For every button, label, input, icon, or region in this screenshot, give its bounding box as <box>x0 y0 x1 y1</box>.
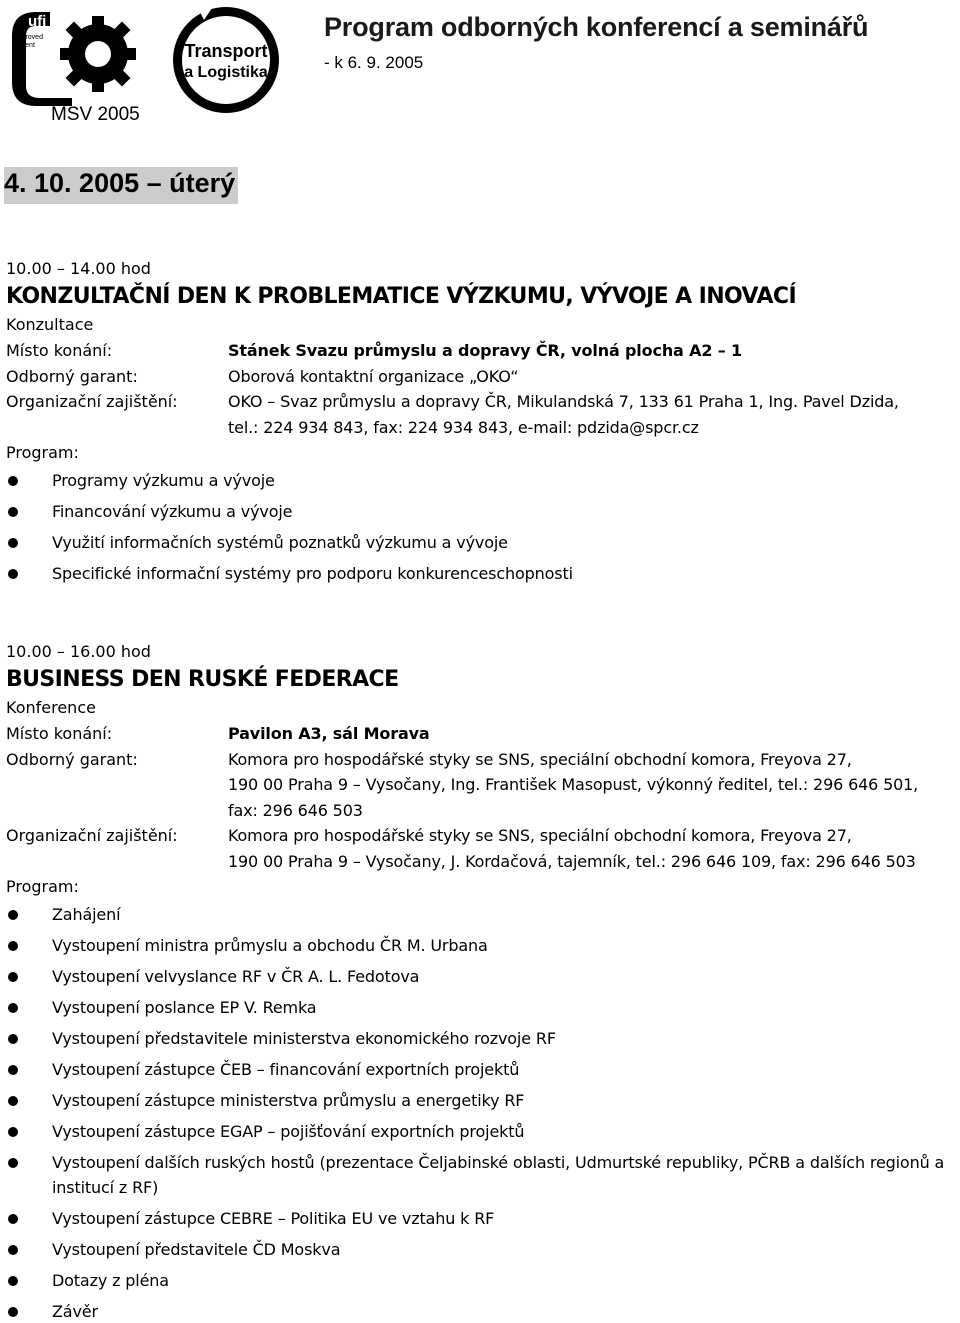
organizer-label: Organizační zajištění: <box>6 392 178 411</box>
transport-logistika-logo <box>168 2 284 118</box>
program-label: Program: <box>6 877 79 896</box>
bullet-icon <box>8 941 18 951</box>
bullet-icon <box>8 1034 18 1044</box>
list-item: Vystoupení dalších ruských hostů (prezentace Čeljabinské oblasti, Udmurtské republiky, PČRB a dalších regionů a institucí z RF) <box>6 1150 956 1200</box>
gear-icon <box>60 16 136 92</box>
list-item: Závěr <box>6 1299 956 1323</box>
bullet-icon <box>8 1065 18 1075</box>
bullet-icon <box>8 1307 18 1317</box>
bullet-icon <box>8 1214 18 1224</box>
venue-row <box>6 338 956 364</box>
venue-label: Místo konání: <box>6 341 113 360</box>
event-title: KONZULTAČNÍ DEN K PROBLEMATICE VÝZKUMU, VÝVOJE A INOVACÍ <box>6 284 797 309</box>
organizer-row <box>6 389 956 440</box>
list-item: Využití informačních systémů poznatků výzkumu a vývoje <box>6 530 956 555</box>
event-type: Konzultace <box>6 315 94 334</box>
ufi-approved-text: Approved <box>13 34 43 41</box>
guarantor-value: Oborová kontaktní organizace „OKO“ <box>228 366 519 386</box>
guarantor-value: Komora pro hospodářské styky se SNS, speciální obchodní komora, Freyova 27, 190 00 Praha 9 – Vysočany, Ing. František Masopust, výkonný ředitel, tel.: 296 646 501, fax: 296 646 503 <box>228 749 919 820</box>
event-section <box>6 639 956 1323</box>
event-title: BUSINESS DEN RUSKÉ FEDERACE <box>6 667 399 692</box>
list-item: Vystoupení představitele ČD Moskva <box>6 1237 956 1262</box>
list-item: Programy výzkumu a vývoje <box>6 468 956 493</box>
ufi-event-text: Event <box>17 42 35 49</box>
organizer-value: OKO – Svaz průmyslu a dopravy ČR, Mikulandská 7, 133 61 Praha 1, Ing. Pavel Dzida, tel.: 224 934 843, fax: 224 934 843, e-mail: pdzida@spcr.cz <box>228 392 899 437</box>
msv-text: MSV 2005 <box>51 104 140 122</box>
venue-value: Pavilon A3, sál Morava <box>228 724 430 743</box>
list-item: Zahájení <box>6 902 956 927</box>
guarantor-label: Odborný garant: <box>6 749 138 769</box>
bullet-icon <box>8 1276 18 1286</box>
list-item: Dotazy z pléna <box>6 1268 956 1293</box>
venue-value: Stánek Svazu průmyslu a dopravy ČR, volná plocha A2 – 1 <box>228 341 743 360</box>
list-item: Vystoupení velvyslance RF v ČR A. L. Fedotova <box>6 964 956 989</box>
logistika-text: a Logistika <box>184 64 268 81</box>
organizer-value: Komora pro hospodářské styky se SNS, speciální obchodní komora, Freyova 27, 190 00 Praha 9 – Vysočany, J. Kordačová, tajemník, tel.: 296 646 109, fax: 296 646 503 <box>228 826 916 871</box>
event-section <box>6 256 956 592</box>
guarantor-row <box>6 364 956 390</box>
bullet-icon <box>8 1003 18 1013</box>
program-list <box>6 902 956 1323</box>
organizer-row <box>6 823 956 874</box>
msv-ufi-logo <box>6 6 166 122</box>
page-title: Program odborných konferencí a seminářů <box>324 12 869 42</box>
organizer-label: Organizační zajištění: <box>6 826 178 845</box>
bullet-icon <box>8 569 18 579</box>
bullet-icon <box>8 476 18 486</box>
guarantor-row <box>6 747 956 824</box>
bullet-icon <box>8 1158 18 1168</box>
transport-text: Transport <box>184 41 268 61</box>
list-item: Vystoupení zástupce EGAP – pojišťování exportních projektů <box>6 1119 956 1144</box>
ufi-text: ufi <box>28 13 47 30</box>
list-item: Specifické informační systémy pro podporu konkurenceschopnosti <box>6 561 956 586</box>
list-item: Vystoupení zástupce CEBRE – Politika EU ve vztahu k RF <box>6 1206 956 1231</box>
list-item: Vystoupení zástupce ministerstva průmyslu a energetiky RF <box>6 1088 956 1113</box>
list-item: Vystoupení zástupce ČEB – financování exportních projektů <box>6 1057 956 1082</box>
guarantor-label: Odborný garant: <box>6 366 138 386</box>
event-type: Konference <box>6 698 96 717</box>
bullet-icon <box>8 972 18 982</box>
bullet-icon <box>8 910 18 920</box>
event-time: 10.00 – 14.00 hod <box>6 259 151 278</box>
list-item: Vystoupení ministra průmyslu a obchodu ČR M. Urbana <box>6 933 956 958</box>
page-subtitle: - k 6. 9. 2005 <box>324 53 424 72</box>
bullet-icon <box>8 538 18 548</box>
event-time: 10.00 – 16.00 hod <box>6 642 151 661</box>
bullet-icon <box>8 1096 18 1106</box>
date-heading: 4. 10. 2005 – úterý <box>4 168 236 198</box>
venue-label: Místo konání: <box>6 724 113 743</box>
list-item: Vystoupení poslance EP V. Remka <box>6 995 956 1020</box>
venue-row <box>6 721 956 747</box>
bullet-icon <box>8 507 18 517</box>
bullet-icon <box>8 1127 18 1137</box>
program-list <box>6 468 956 586</box>
list-item: Vystoupení představitele ministerstva ekonomického rozvoje RF <box>6 1026 956 1051</box>
bullet-icon <box>8 1245 18 1255</box>
program-label: Program: <box>6 443 79 462</box>
list-item: Financování výzkumu a vývoje <box>6 499 956 524</box>
